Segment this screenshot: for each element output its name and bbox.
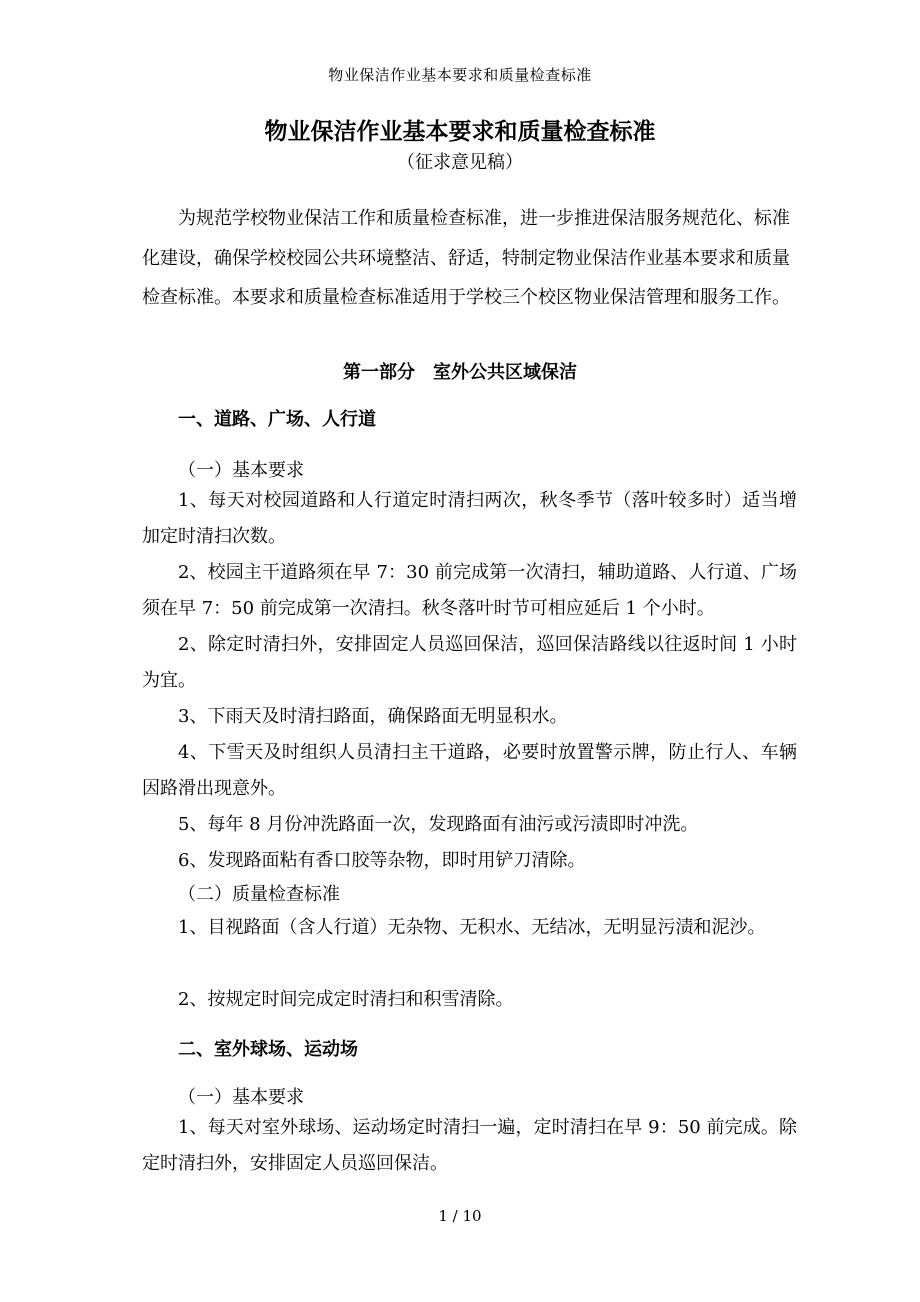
section-heading: 二、室外球场、运动场 (178, 1039, 358, 1060)
subsection-heading: （一）基本要求 (178, 1087, 304, 1108)
list-item: 2、按规定时间完成定时清扫和积雪清除。 (178, 989, 514, 1010)
page-number: 1 / 10 (438, 1207, 482, 1225)
list-item: 1、目视路面（含人行道）无杂物、无积水、无结冰，无明显污渍和泥沙。 (178, 917, 766, 938)
list-item: 2、校园主干道路须在早 7：30 前完成第一次清扫，辅助道路、人行道、广场须在早 7：50 前完成第一次清扫。秋冬落叶时节可相应延后 1 个小时。 (142, 562, 797, 619)
subsection-heading: （二）质量检查标准 (178, 884, 340, 905)
running-header: 物业保洁作业基本要求和质量检查标准 (328, 66, 592, 84)
document-subtitle: （征求意见稿） (397, 152, 523, 173)
document-title: 物业保洁作业基本要求和质量检查标准 (264, 119, 656, 145)
list-item: 4、下雪天及时组织人员清扫主干道路，必要时放置警示牌，防止行人、车辆因路滑出现意外。 (142, 742, 797, 799)
subsection-heading: （一）基本要求 (178, 460, 304, 481)
intro-paragraph: 为规范学校物业保洁工作和质量检查标准，进一步推进保洁服务规范化、标准化建设，确保学校校园公共环境整洁、舒适，特制定物业保洁作业基本要求和质量检查标准。本要求和质量检查标准适用于学校三个校区物业保洁管理和服务工作。 (142, 208, 790, 308)
list-item: 3、下雨天及时清扫路面，确保路面无明显积水。 (178, 706, 568, 727)
list-item: 6、发现路面粘有香口胶等杂物，即时用铲刀清除。 (178, 850, 586, 871)
section-heading: 一、道路、广场、人行道 (178, 409, 376, 430)
list-item: 1、每天对室外球场、运动场定时清扫一遍，定时清扫在早 9：50 前完成。除定时清扫外，安排固定人员巡回保洁。 (142, 1117, 797, 1174)
list-item: 5、每年 8 月份冲洗路面一次，发现路面有油污或污渍即时冲洗。 (178, 814, 699, 835)
list-item: 2、除定时清扫外，安排固定人员巡回保洁，巡回保洁路线以往返时间 1 小时为宜。 (142, 634, 797, 691)
part-heading: 第一部分 室外公共区域保洁 (343, 362, 577, 383)
list-item: 1、每天对校园道路和人行道定时清扫两次，秋冬季节（落叶较多时）适当增加定时清扫次数。 (142, 490, 797, 547)
